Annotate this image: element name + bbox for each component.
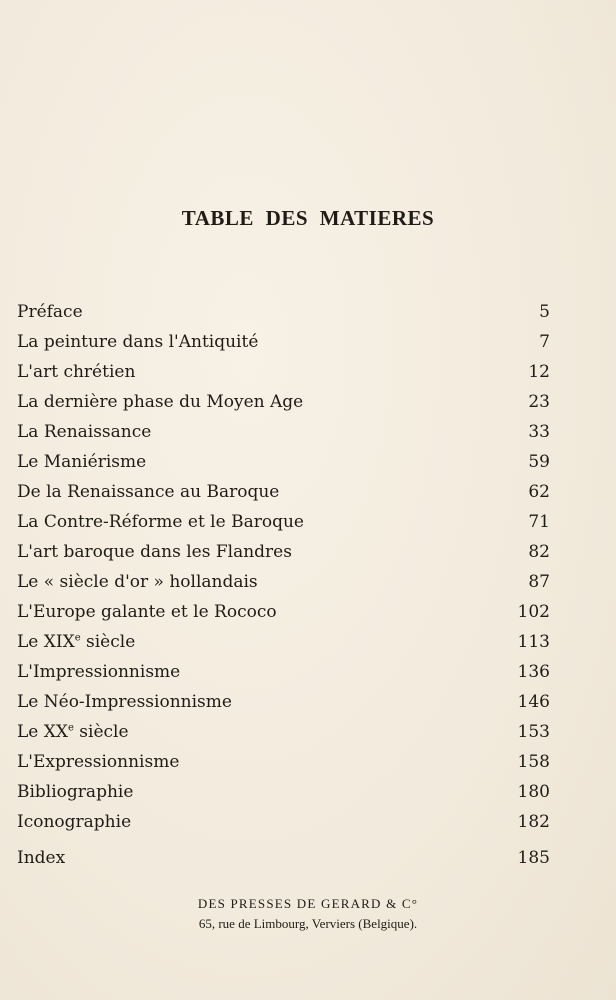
toc-entry (17, 362, 550, 392)
toc-entry-page: 62 (528, 482, 550, 502)
toc-entry (17, 782, 550, 812)
toc-entry-page: 33 (528, 422, 550, 442)
toc-entry-page: 87 (528, 572, 550, 592)
table-of-contents (17, 302, 550, 878)
toc-entry-title: L'Impressionnisme (17, 662, 181, 682)
toc-entry-title-rest: siècle (80, 632, 136, 652)
toc-entry (17, 812, 550, 842)
toc-entry (17, 722, 550, 752)
toc-entry-page: 185 (517, 848, 550, 868)
toc-entry (17, 422, 550, 452)
toc-entry-title: L'art baroque dans les Flandres (17, 542, 292, 562)
toc-entry (17, 632, 550, 662)
toc-entry-page: 5 (539, 302, 550, 322)
toc-entry-title: Index (17, 848, 66, 868)
toc-entry-page: 59 (528, 452, 550, 472)
toc-entry-title: L'art chrétien (17, 362, 136, 382)
toc-entry (17, 602, 550, 632)
imprint-address: 65, rue de Limbourg, Verviers (Belgique). (198, 916, 418, 931)
toc-entry (17, 302, 550, 332)
toc-entry-title: Le Maniérisme (17, 452, 147, 472)
toc-entry-page: 146 (517, 692, 550, 712)
toc-entry-title: Le « siècle d'or » hollandais (17, 572, 258, 592)
toc-entry-title: De la Renaissance au Baroque (17, 482, 280, 502)
toc-entry-title: Le Néo-Impressionnisme (17, 692, 232, 712)
toc-entry (17, 392, 550, 422)
toc-entry-title-superscript: e (67, 722, 74, 734)
toc-entry-title: La Renaissance (17, 422, 152, 442)
toc-entry-title: Iconographie (17, 812, 132, 832)
toc-entry-page: 180 (517, 782, 550, 802)
toc-entry-page: 136 (517, 662, 550, 682)
toc-entry-page: 102 (517, 602, 550, 622)
toc-entry-title-main: Le XX (17, 722, 68, 742)
toc-entry-page: 7 (539, 332, 550, 352)
toc-entry-page: 23 (528, 392, 550, 412)
toc-entry-title (17, 632, 135, 652)
toc-entry-title: Bibliographie (17, 782, 134, 802)
toc-entry-page: 113 (517, 632, 550, 652)
toc-entry-title: L'Europe galante et le Rococo (17, 602, 277, 622)
toc-entry-title-superscript: e (74, 632, 81, 644)
toc-entry (17, 848, 550, 878)
toc-entry-page: 158 (517, 752, 550, 772)
toc-entry-title: La peinture dans l'Antiquité (17, 332, 259, 352)
imprint-printer-name: DES PRESSES DE GERARD & C° (197, 896, 419, 911)
toc-entry (17, 512, 550, 542)
toc-entry (17, 482, 550, 512)
toc-entry-page: 182 (517, 812, 550, 832)
toc-entry-page: 12 (528, 362, 550, 382)
toc-entry-title: La Contre-Réforme et le Baroque (17, 512, 304, 532)
toc-entry (17, 572, 550, 602)
toc-entry (17, 452, 550, 482)
toc-entry-page: 71 (528, 512, 550, 532)
toc-entry-title: Préface (17, 302, 83, 322)
printer-imprint (0, 894, 616, 934)
toc-entry (17, 662, 550, 692)
toc-entry (17, 752, 550, 782)
toc-entry-page: 82 (528, 542, 550, 562)
toc-entry-title (17, 722, 129, 742)
page-title: TABLE DES MATIERES (181, 206, 435, 230)
toc-entry-page: 153 (517, 722, 550, 742)
toc-entry-title: La dernière phase du Moyen Age (17, 392, 304, 412)
toc-entry-title: L'Expressionnisme (17, 752, 180, 772)
toc-entry (17, 692, 550, 722)
toc-entry-title-rest: siècle (73, 722, 129, 742)
toc-entry (17, 332, 550, 362)
toc-entry-title-main: Le XIX (17, 632, 75, 652)
toc-entry (17, 542, 550, 572)
